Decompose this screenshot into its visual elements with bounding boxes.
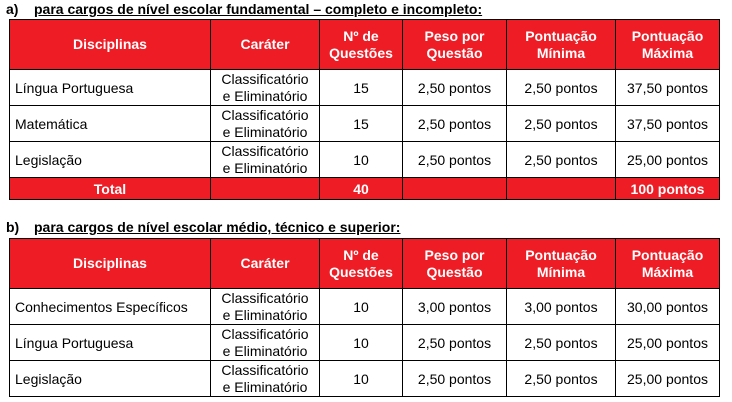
cell-maxima: 25,00 pontos: [616, 325, 720, 361]
header-carater: Caráter: [211, 20, 320, 70]
header-peso-line2: Questão: [426, 44, 483, 61]
cell-maxima: 25,00 pontos: [616, 142, 720, 178]
cell-peso: 2,50 pontos: [403, 106, 507, 142]
cell-peso: 2,50 pontos: [403, 361, 507, 397]
total-empty-peso: [403, 178, 507, 200]
cell-carater-line1: Classificatório: [221, 361, 309, 378]
cell-questoes: 10: [320, 361, 403, 397]
cell-disciplina: Língua Portuguesa: [10, 70, 211, 106]
cell-minima: 2,50 pontos: [507, 325, 616, 361]
cell-minima: 2,50 pontos: [507, 361, 616, 397]
header-carater: Caráter: [211, 239, 320, 289]
cell-disciplina: Legislação: [10, 142, 211, 178]
header-maxima: [616, 20, 720, 70]
total-empty-minima: [507, 178, 616, 200]
total-maxima: 100 pontos: [616, 178, 720, 200]
cell-questoes: 15: [320, 106, 403, 142]
cell-carater-line1: Classificatório: [221, 325, 309, 342]
cell-questoes: 15: [320, 70, 403, 106]
cell-carater: [211, 325, 320, 361]
cell-carater-line2: e Eliminatório: [222, 159, 308, 176]
total-row: [10, 178, 720, 200]
cell-minima: 3,00 pontos: [507, 289, 616, 325]
table-row: [10, 325, 720, 361]
header-maxima-line2: Máxima: [641, 44, 694, 61]
cell-maxima: 30,00 pontos: [616, 289, 720, 325]
header-peso-line1: Peso por: [424, 246, 485, 263]
header-questoes-line2: Questões: [329, 44, 393, 61]
cell-carater: [211, 289, 320, 325]
header-peso-line2: Questão: [426, 263, 483, 280]
header-maxima-line1: Pontuação: [631, 27, 704, 44]
header-minima: [507, 239, 616, 289]
cell-carater-line2: e Eliminatório: [222, 378, 308, 395]
cell-questoes: 10: [320, 325, 403, 361]
header-minima-line1: Pontuação: [525, 27, 597, 44]
header-questoes: [320, 239, 403, 289]
exam-table-fundamental: [9, 19, 720, 200]
header-peso-line1: Peso por: [424, 27, 485, 44]
cell-carater: [211, 142, 320, 178]
table-row: [10, 142, 720, 178]
header-maxima: [616, 239, 720, 289]
cell-disciplina: Matemática: [10, 106, 211, 142]
cell-minima: 2,50 pontos: [507, 142, 616, 178]
cell-carater-line2: e Eliminatório: [222, 306, 308, 323]
cell-carater: [211, 361, 320, 397]
cell-peso: 2,50 pontos: [403, 325, 507, 361]
header-questoes: [320, 20, 403, 70]
section-b-letter: b): [6, 219, 20, 235]
cell-carater-line2: e Eliminatório: [222, 123, 308, 140]
cell-peso: 2,50 pontos: [403, 70, 507, 106]
cell-carater-line2: e Eliminatório: [222, 87, 308, 104]
header-disciplinas: Disciplinas: [10, 20, 211, 70]
cell-questoes: 10: [320, 289, 403, 325]
exam-table-medio-superior: [9, 238, 720, 397]
total-empty-carater: [211, 178, 320, 200]
cell-carater-line1: Classificatório: [221, 289, 309, 306]
cell-maxima: 25,00 pontos: [616, 361, 720, 397]
header-minima-line2: Mínima: [536, 44, 586, 61]
total-label: Total: [10, 178, 211, 200]
header-questoes-line1: Nº de: [343, 246, 379, 263]
table-header-row: [10, 20, 720, 70]
table-row: [10, 106, 720, 142]
header-peso: [403, 239, 507, 289]
header-peso: [403, 20, 507, 70]
header-minima: [507, 20, 616, 70]
header-maxima-line2: Máxima: [641, 263, 694, 280]
cell-carater: [211, 70, 320, 106]
total-questoes: 40: [320, 178, 403, 200]
cell-peso: 3,00 pontos: [403, 289, 507, 325]
section-a-heading: [6, 1, 482, 17]
cell-disciplina: Língua Portuguesa: [10, 325, 211, 361]
header-disciplinas: Disciplinas: [10, 239, 211, 289]
cell-carater: [211, 106, 320, 142]
cell-questoes: 10: [320, 142, 403, 178]
cell-carater-line2: e Eliminatório: [222, 342, 308, 359]
header-maxima-line1: Pontuação: [631, 246, 704, 263]
cell-peso: 2,50 pontos: [403, 142, 507, 178]
table-row: [10, 289, 720, 325]
cell-disciplina: Conhecimentos Específicos: [10, 289, 211, 325]
cell-maxima: 37,50 pontos: [616, 70, 720, 106]
cell-minima: 2,50 pontos: [507, 106, 616, 142]
header-minima-line2: Mínima: [536, 263, 586, 280]
cell-maxima: 37,50 pontos: [616, 106, 720, 142]
cell-carater-line1: Classificatório: [221, 142, 309, 159]
section-a-letter: a): [6, 1, 19, 17]
cell-carater-line1: Classificatório: [221, 70, 309, 87]
section-b-title: para cargos de nível escolar médio, técnico e superior:: [34, 219, 401, 235]
cell-disciplina: Legislação: [10, 361, 211, 397]
cell-minima: 2,50 pontos: [507, 70, 616, 106]
section-b-heading: [6, 219, 400, 235]
table-header-row: [10, 239, 720, 289]
table-row: [10, 361, 720, 397]
header-minima-line1: Pontuação: [525, 246, 597, 263]
table-row: [10, 70, 720, 106]
section-a-title: para cargos de nível escolar fundamental – completo e incompleto:: [34, 1, 483, 17]
header-questoes-line2: Questões: [329, 263, 393, 280]
header-questoes-line1: Nº de: [343, 27, 379, 44]
cell-carater-line1: Classificatório: [221, 106, 309, 123]
